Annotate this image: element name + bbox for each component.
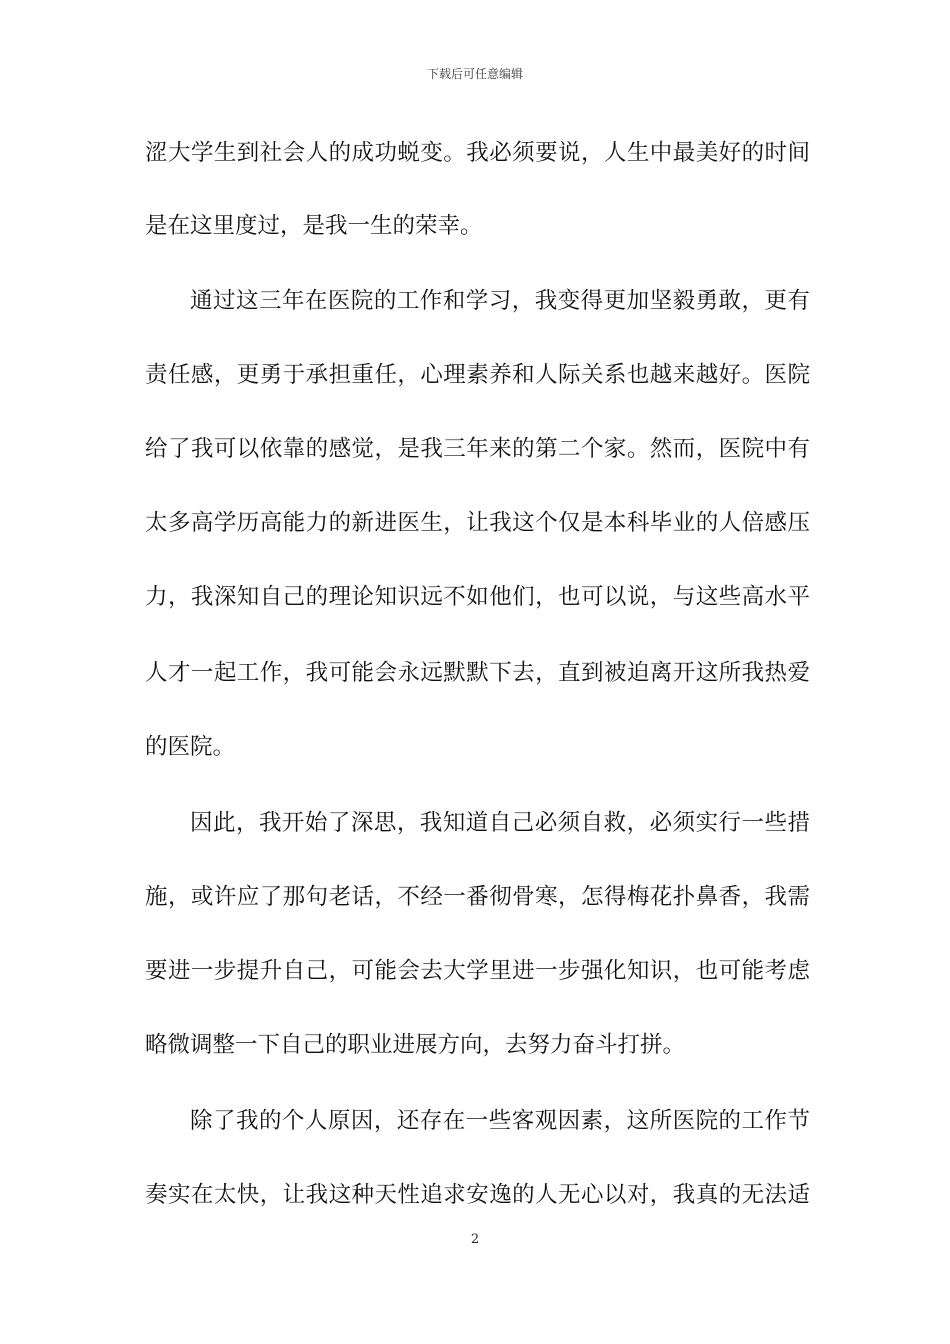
text-line: 的医院。 [145, 734, 236, 760]
text-line: 力，我深知自己的理论知识远不如他们，也可以说，与这些高水平 [145, 584, 810, 610]
text-line: 略微调整一下自己的职业进展方向，去努力奋斗打拼。 [145, 1032, 686, 1058]
paragraph-first-line: 除了我的个人原因，还存在一些客观因素，这所医院的工作节 [190, 1108, 810, 1134]
text-line: 是在这里度过，是我一生的荣幸。 [145, 213, 483, 239]
text-line: 涩大学生到社会人的成功蜕变。我必须要说，人生中最美好的时间 [145, 140, 810, 166]
paragraph-first-line: 通过这三年在医院的工作和学习，我变得更加坚毅勇敢，更有 [190, 288, 810, 314]
page-header: 下载后可任意编辑 [426, 67, 523, 81]
text-line: 施，或许应了那句老话，不经一番彻骨寒，怎得梅花扑鼻香，我需 [145, 884, 810, 910]
text-line: 要进一步提升自己，可能会去大学里进一步强化知识，也可能考虑 [145, 958, 810, 984]
paragraph-first-line: 因此，我开始了深思，我知道自己必须自救，必须实行一些措 [190, 810, 810, 836]
text-line: 太多高学历高能力的新进医生，让我这个仅是本科毕业的人倍感压 [145, 510, 810, 536]
page-number: 2 [470, 1232, 480, 1247]
text-line: 奏实在太快，让我这种天性追求安逸的人无心以对，我真的无法适 [145, 1182, 810, 1208]
text-line: 给了我可以依靠的感觉，是我三年来的第二个家。然而，医院中有 [145, 436, 810, 462]
text-line: 责任感，更勇于承担重任，心理素养和人际关系也越来越好。医院 [145, 362, 810, 388]
text-line: 人才一起工作，我可能会永远默默下去，直到被迫离开这所我热爱 [145, 660, 810, 686]
